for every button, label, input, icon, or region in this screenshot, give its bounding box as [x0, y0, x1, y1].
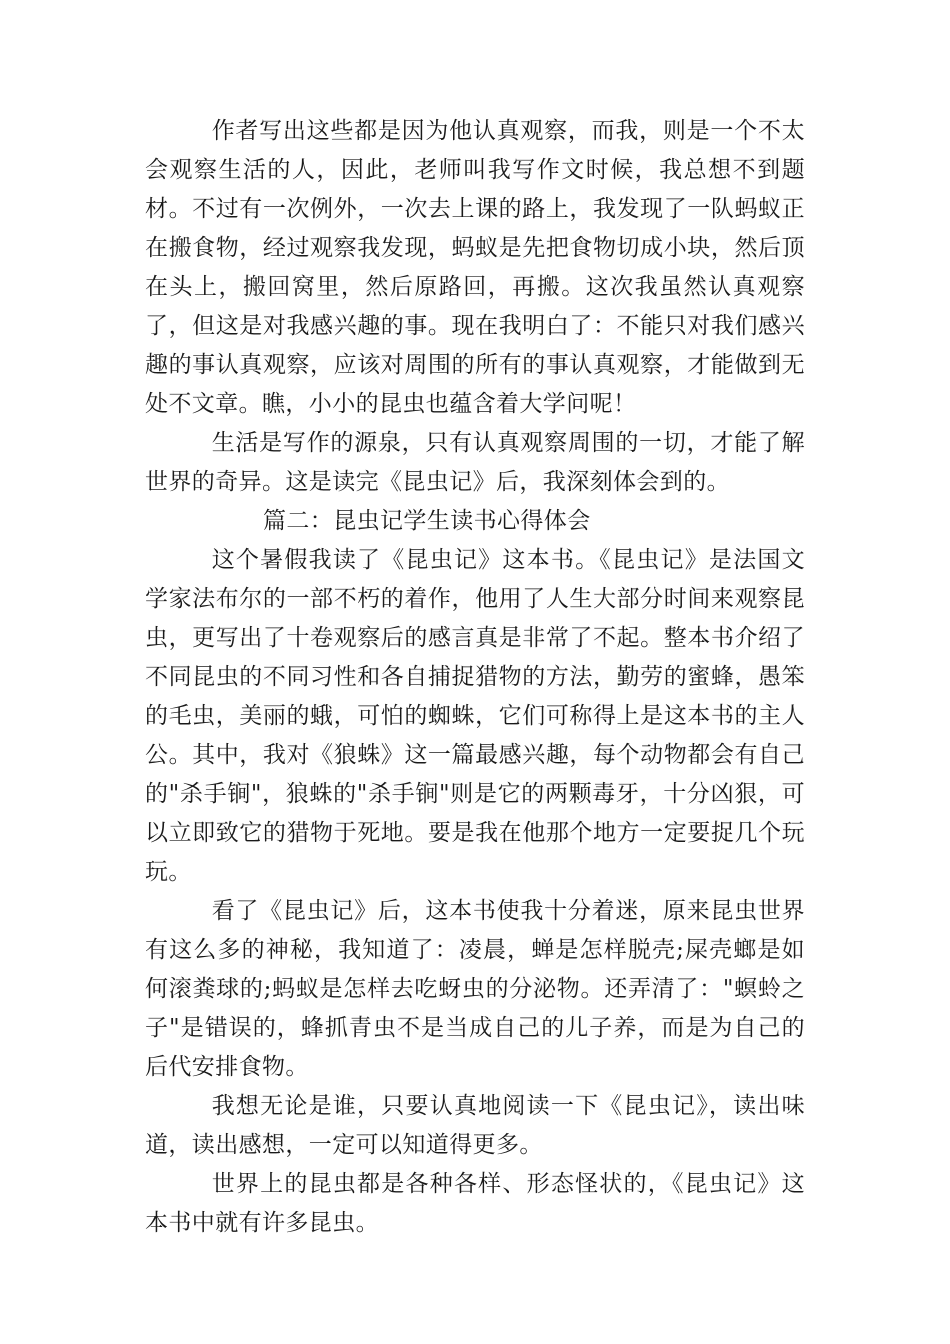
- paragraph-observation: 作者写出这些都是因为他认真观察，而我，则是一个不太会观察生活的人，因此，老师叫我写作文时候，我总想不到题材。不过有一次例外，一次去上课的路上，我发现了一队蚂蚁正在搬食物，经过观察我发现，蚂蚁是先把食物切成小块，然后顶在头上，搬回窝里，然后原路回，再搬。这次我虽然认真观察了，但这是对我感兴趣的事。现在我明白了：不能只对我们感兴趣的事认真观察，应该对周围的所有的事认真观察，才能做到无处不文章。瞧，小小的昆虫也蕴含着大学问呢！: [145, 118, 805, 417]
- paragraph-insects-variety: 世界上的昆虫都是各种各样、形态怪状的，《昆虫记》这本书中就有许多昆虫。: [145, 1171, 805, 1236]
- paragraph-life-writing: 生活是写作的源泉，只有认真观察周围的一切，才能了解世界的奇异。这是读完《昆虫记》后，我深刻体会到的。: [145, 430, 805, 495]
- paragraph-fascinated: 看了《昆虫记》后，这本书使我十分着迷，原来昆虫世界有这么多的神秘，我知道了：凌晨，蝉是怎样脱壳;屎壳螂是如何滚粪球的;蚂蚁是怎样去吃蚜虫的分泌物。还弄清了："螟蛉之子"是错误的，蜂抓青虫不是当成自己的儿子养，而是为自己的后代安排食物。: [145, 898, 805, 1080]
- section-heading: 篇二：昆虫记学生读书心得体会: [263, 508, 591, 534]
- paragraph-summer-reading: 这个暑假我读了《昆虫记》这本书。《昆虫记》是法国文学家法布尔的一部不朽的着作，他用了人生大部分时间来观察昆虫，更写出了十卷观察后的感言真是非常了不起。整本书介绍了不同昆虫的不同习性和各自捕捉猎物的方法，勤劳的蜜蜂，愚笨的毛虫，美丽的蛾，可怕的蜘蛛，它们可称得上是这本书的主人公。其中，我对《狼蛛》这一篇最感兴趣，每个动物都会有自己的"杀手锏"，狼蛛的"杀手锏"则是它的两颗毒牙，十分凶狠，可以立即致它的猎物于死地。要是我在他那个地方一定要捉几个玩玩。: [145, 547, 805, 885]
- document-body: [145, 112, 805, 1243]
- paragraph-anyone-reads: 我想无论是谁，只要认真地阅读一下《昆虫记》，读出味道，读出感想，一定可以知道得更多。: [145, 1093, 805, 1158]
